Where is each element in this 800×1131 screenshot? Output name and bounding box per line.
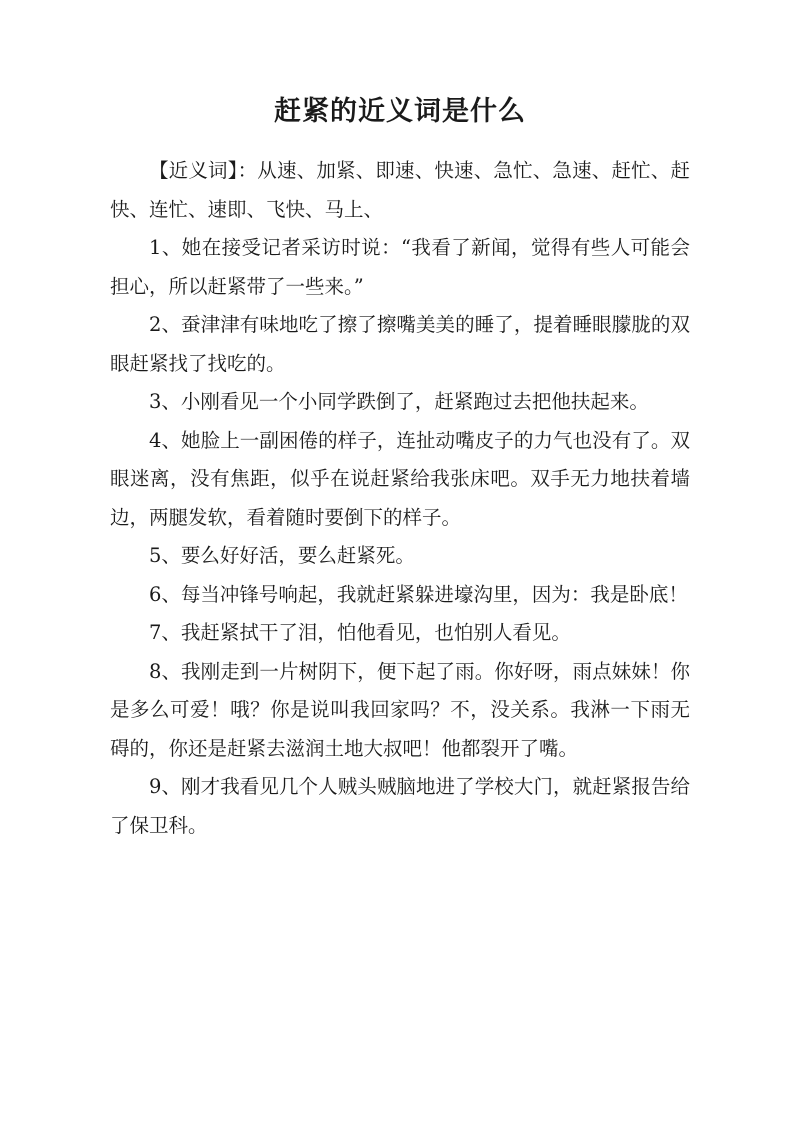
document-title: 赶紧的近义词是什么 — [274, 96, 526, 127]
paragraph-example-4: 4、她脸上一副困倦的样子，连扯动嘴皮子的力气也没有了。双眼迷离，没有焦距，似乎在说赶紧给我张床吧。双手无力地扶着墙边，两腿发软，看着随时要倒下的样子。 — [110, 428, 690, 529]
paragraph-synonyms: 【近义词】：从速、加紧、即速、快速、急忙、急速、赶忙、赶快、连忙、速即、飞快、马上、 — [110, 159, 690, 221]
paragraph-example-8: 8、我刚走到一片树阴下，便下起了雨。你好呀，雨点妹妹！你是多么可爱！哦？你是说叫我回家吗？不，没关系。我淋一下雨无碍的，你还是赶紧去滋润土地大叔吧！他都裂开了嘴。 — [110, 659, 690, 760]
paragraph-example-5: 5、要么好好活，要么赶紧死。 — [149, 544, 415, 567]
paragraph-example-1: 1、她在接受记者采访时说：“我看了新闻，觉得有些人可能会担心，所以赶紧带了一些来。” — [110, 236, 690, 298]
paragraph-example-9: 9、刚才我看见几个人贼头贼脑地进了学校大门，就赶紧报告给了保卫科。 — [110, 775, 690, 837]
paragraph-example-7: 7、我赶紧拭干了泪，怕他看见，也怕别人看见。 — [149, 621, 571, 644]
paragraph-example-6: 6、每当冲锋号响起，我就赶紧躲进壕沟里，因为：我是卧底！ — [149, 582, 688, 606]
document-page — [110, 92, 690, 845]
paragraph-example-2: 2、蚕津津有味地吃了擦了擦嘴美美的睡了，提着睡眼朦胧的双眼赶紧找了找吃的。 — [110, 313, 690, 375]
paragraph-example-3: 3、小刚看见一个小同学跌倒了，赶紧跑过去把他扶起来。 — [149, 390, 649, 413]
